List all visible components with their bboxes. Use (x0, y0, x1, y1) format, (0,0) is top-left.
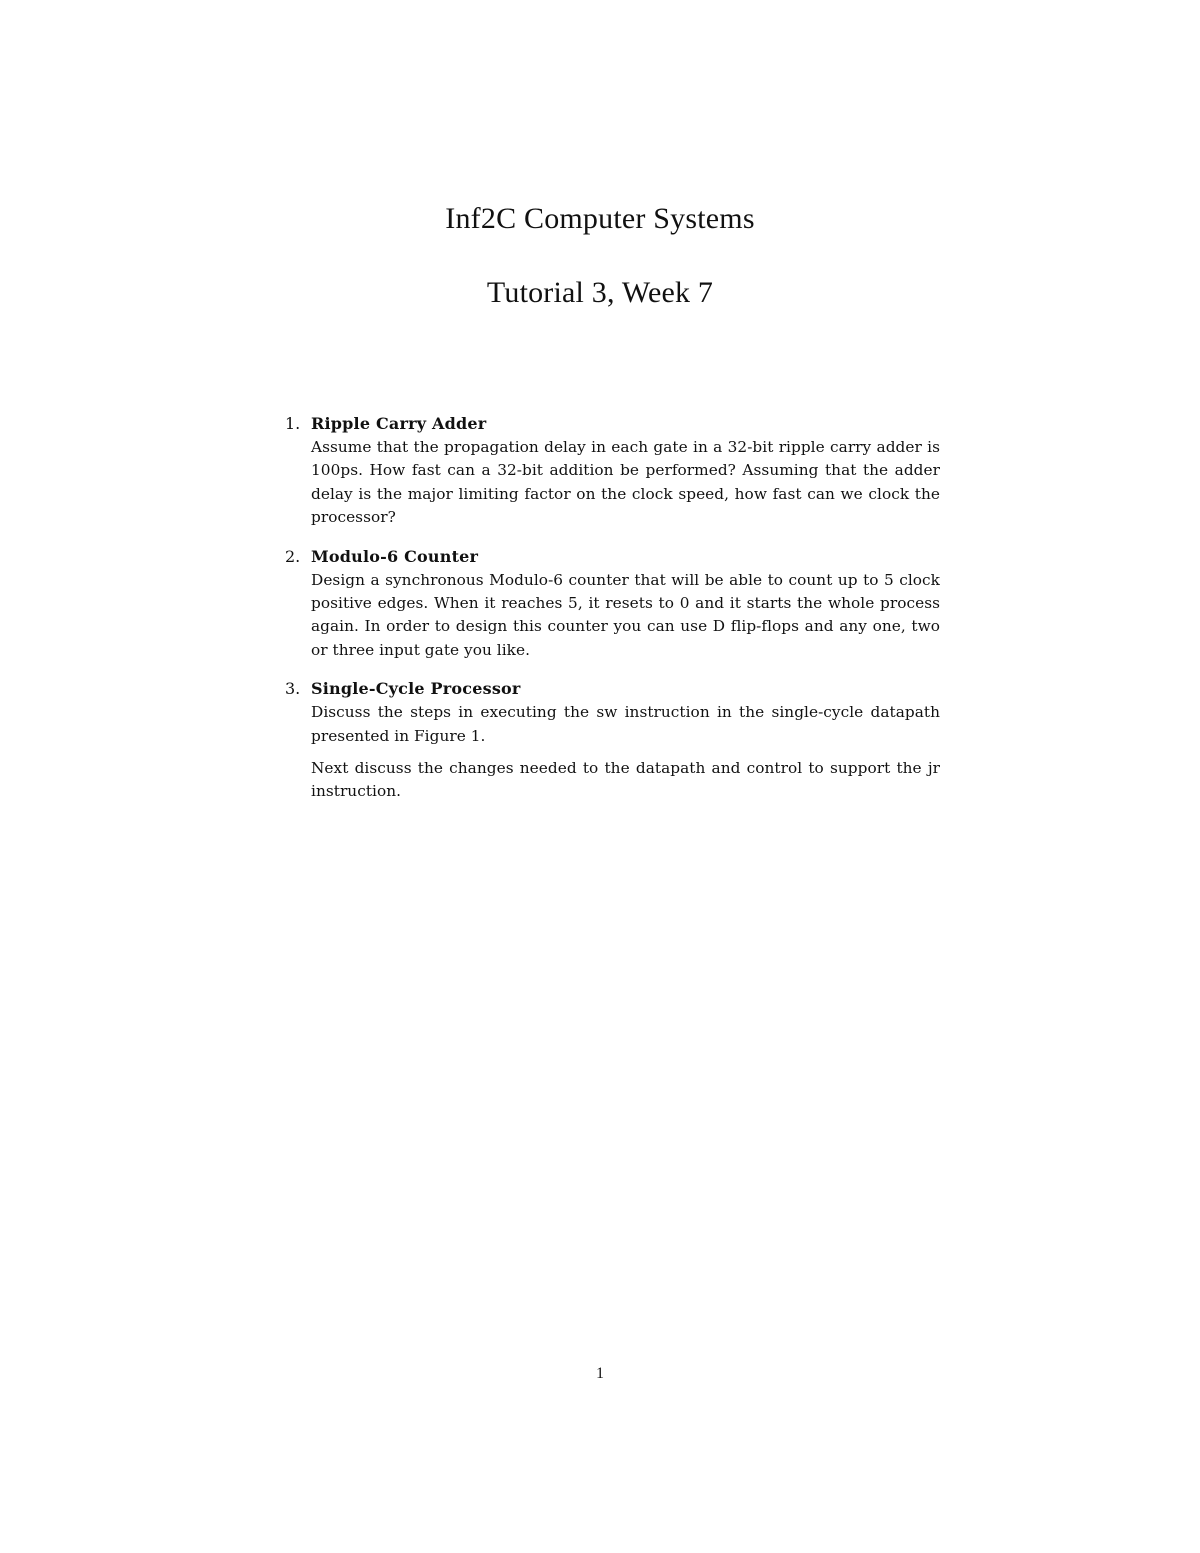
question-number: 3. (285, 679, 301, 699)
question-text: Assume that the propagation delay in each gate in a 32-bit ripple carry adder is 100ps. How fast can a 32-bit addition be performed? Assuming that the adder delay is the major limiting factor on the clock speed, how fast can we clock the processor? (311, 438, 940, 527)
question-text: Design a synchronous Modulo-6 counter that will be able to count up to 5 clock positive edges. When it reaches 5, it resets to 0 and it starts the whole process again. In order to design this counter you can use D flip-flops and any one, two or three input gate you like. (311, 570, 940, 659)
page-number: 1 (596, 1365, 604, 1382)
question-number: 1. (285, 414, 301, 433)
question-1 (285, 412, 940, 530)
question-number: 2. (285, 546, 301, 566)
question-3 (285, 677, 940, 804)
question-2 (285, 545, 940, 663)
question-title: Ripple Carry Adder (311, 414, 487, 433)
question-list (285, 412, 940, 804)
question-text: Next discuss the changes needed to the datapath and control to support the jr instruction. (311, 759, 940, 801)
question-title: Modulo-6 Counter (311, 546, 479, 566)
document-title: Inf2C Computer Systems (445, 202, 755, 235)
question-text: Discuss the steps in executing the sw instruction in the single-cycle datapath presented in Figure 1. (311, 703, 940, 745)
question-title: Single-Cycle Processor (311, 679, 521, 699)
document-subtitle: Tutorial 3, Week 7 (486, 276, 714, 309)
